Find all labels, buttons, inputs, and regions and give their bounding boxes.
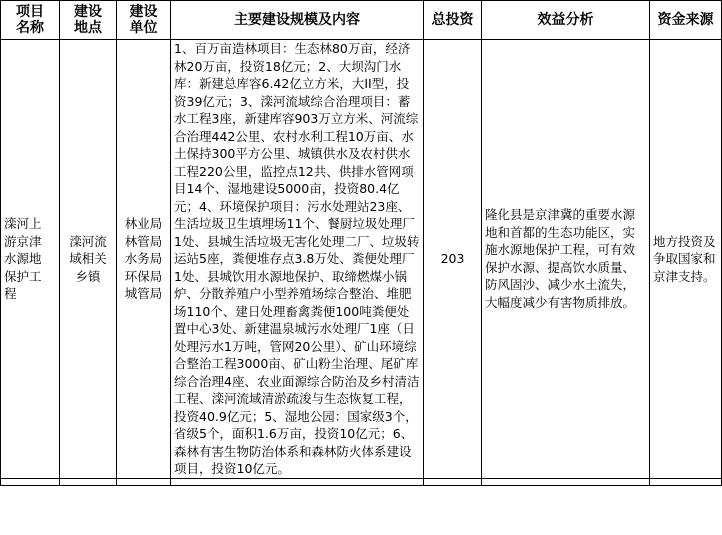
header-location: 建设 地点 bbox=[60, 1, 117, 40]
header-funding: 资金来源 bbox=[650, 1, 722, 40]
header-project-name: 项目 名称 bbox=[1, 1, 60, 40]
header-content: 主要建设规模及内容 bbox=[171, 1, 424, 40]
cell-benefit: 隆化县是京津冀的重要水源地和首都的生态功能区，实施水源地保护工程，可有效保护水源、提高饮水质量、防风固沙、减少水土流失，大幅度减少有害物质排放。 bbox=[482, 40, 650, 479]
next-row-partial bbox=[1, 478, 722, 485]
header-row bbox=[1, 1, 722, 40]
header-unit: 建设 单位 bbox=[117, 1, 171, 40]
cell-content: 1、百万亩造林项目：生态林80万亩，经济林20万亩，投资18亿元；2、大坝沟门水库：新建总库容6.42亿立方米，大II型，投资39亿元；3、滦河流域综合治理项目：蓄水工程3座，新建库容903万立方米、河流综合治理442公里、农村水利工程10万亩、水土保持300平方公里、城镇供水及农村供水工程220公里，监控点12共、供排水管网项目14个、湿地建设5000亩，投资80.4亿元；4、环境保护项目：污水处理站23座、生活垃圾卫生填埋场11个、餐厨垃圾处理厂1处、县城生活垃圾无害化处理二厂、垃圾转运站5座，粪便堆存点3.8万处、粪便处理厂1处、县城饮用水源地保护、取缔燃煤小锅炉、分散养殖户小型养殖场综合整治、堆肥场110个、建日处理畜禽粪便100吨粪便处置中心3处、新建温泉城污水处理厂1座（日处理污水1万吨，管网20公里）、矿山环境综合整治工程3000亩、矿山粉尘治理、尾矿库综合治理4座、农业面源综合防治及乡村清洁工程、滦河流域清淤疏浚与生态恢复工程，投资40.9亿元；5、湿地公园：国家级3个，省级5个，面积1.6万亩，投资10亿元；6、森林有害生物防治体系和森林防火体系建设项目，投资10亿元。 bbox=[171, 40, 424, 479]
cell-project-name: 滦河上 游京津 水源地 保护工 程 bbox=[1, 40, 60, 479]
cell-investment: 203 bbox=[424, 40, 482, 479]
table-row bbox=[1, 40, 722, 479]
cell-unit: 林业局 林管局 水务局 环保局 城管局 bbox=[117, 40, 171, 479]
cell-location: 滦河流 域相关 乡镇 bbox=[60, 40, 117, 479]
header-investment: 总投资 bbox=[424, 1, 482, 40]
header-benefit: 效益分析 bbox=[482, 1, 650, 40]
cell-funding: 地方投资及争取国家和京津支持。 bbox=[650, 40, 722, 479]
